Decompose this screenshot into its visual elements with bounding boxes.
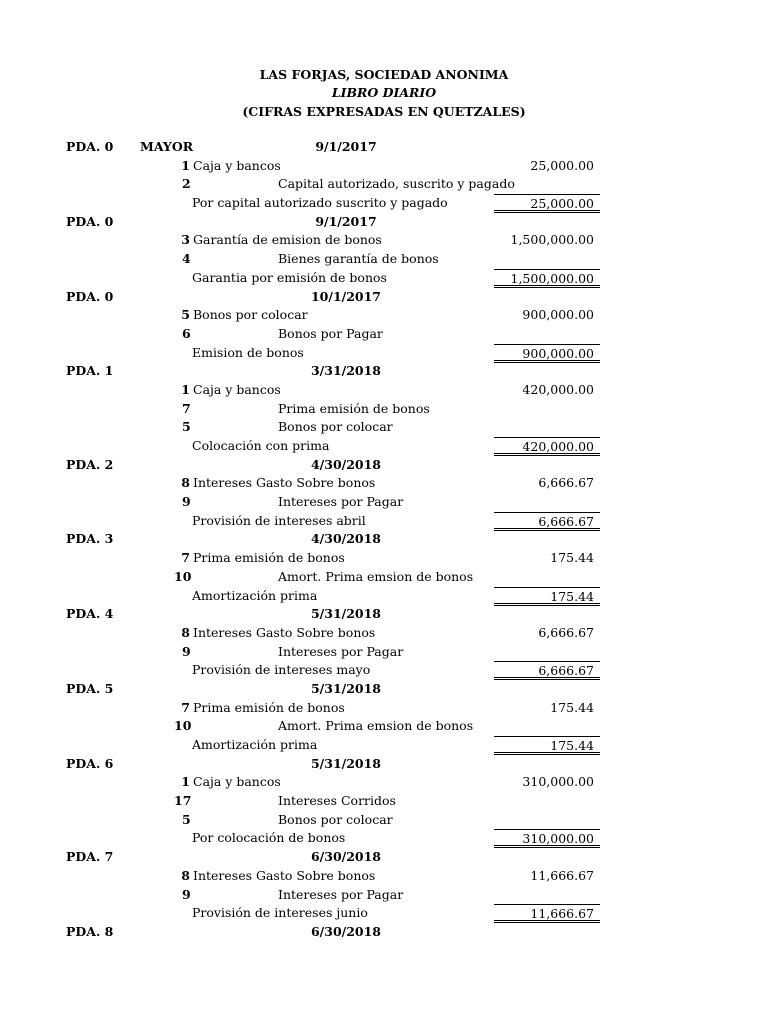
debit-amount: 900,000.00 xyxy=(522,307,594,323)
book-title: LIBRO DIARIO xyxy=(331,85,437,100)
entry-number: PDA. 0 xyxy=(66,288,114,304)
account-number: 9 xyxy=(182,643,191,659)
entry-number: PDA. 3 xyxy=(66,531,114,547)
journal-entries xyxy=(0,138,768,942)
entry-header-row xyxy=(0,138,768,157)
entry-header-row xyxy=(0,456,768,475)
entry-total xyxy=(494,661,600,680)
entry-date: 5/31/2018 xyxy=(310,755,381,771)
entry-date: 9/1/2017 xyxy=(315,213,377,229)
account-name: Bonos por Pagar xyxy=(278,325,383,341)
account-number: 8 xyxy=(181,624,190,640)
entry-description: Garantia por emisión de bonos xyxy=(192,269,387,285)
debit-line xyxy=(0,157,768,176)
entry-total xyxy=(494,587,600,606)
entry-header-row xyxy=(0,213,768,232)
entry-summary-row xyxy=(0,269,768,288)
entry-number: PDA. 8 xyxy=(66,923,114,939)
account-number: 9 xyxy=(182,494,191,510)
debit-line xyxy=(0,699,768,718)
entry-total xyxy=(494,194,600,213)
account-number: 8 xyxy=(181,867,190,883)
entry-description: Emision de bonos xyxy=(192,344,304,360)
entry-summary-row xyxy=(0,344,768,363)
debit-line xyxy=(0,867,768,886)
account-name: Intereses Corridos xyxy=(278,793,396,809)
account-name: Amort. Prima emsion de bonos xyxy=(278,718,474,734)
account-number: 3 xyxy=(181,232,190,248)
account-name: Bonos por colocar xyxy=(278,419,393,435)
entry-date: 3/31/2018 xyxy=(310,363,381,379)
entry-header-row xyxy=(0,530,768,549)
entry-number: PDA. 0 xyxy=(66,139,114,154)
account-number: 1 xyxy=(181,774,190,790)
account-number: 4 xyxy=(182,251,191,267)
entry-description: Amortización prima xyxy=(192,737,318,752)
account-number: 17 xyxy=(174,793,192,809)
entry-header-row xyxy=(0,755,768,774)
entry-date: 5/31/2018 xyxy=(310,680,381,696)
entry-total xyxy=(494,344,600,363)
account-name: Prima emisión de bonos xyxy=(278,400,430,416)
entry-number: PDA. 7 xyxy=(66,849,114,865)
account-number: 2 xyxy=(182,176,191,192)
account-number: 6 xyxy=(182,325,191,341)
ledger-label: MAYOR xyxy=(140,139,194,154)
account-number: 1 xyxy=(181,381,190,397)
entry-total xyxy=(494,829,600,848)
entry-header-row xyxy=(0,605,768,624)
credit-line xyxy=(0,325,768,344)
entry-summary-row xyxy=(0,587,768,606)
entry-number: PDA. 2 xyxy=(66,456,114,472)
entry-total-value: 310,000.00 xyxy=(522,831,594,847)
account-name: Bonos por colocar xyxy=(278,811,393,827)
debit-line xyxy=(0,624,768,643)
account-number: 5 xyxy=(182,811,191,827)
entry-total xyxy=(494,512,600,531)
entry-total-value: 175.44 xyxy=(550,738,594,753)
account-name: Intereses por Pagar xyxy=(278,643,404,659)
entry-total-value: 175.44 xyxy=(550,588,594,604)
credit-line xyxy=(0,250,768,269)
account-name: Prima emisión de bonos xyxy=(193,699,345,715)
entry-summary-row xyxy=(0,512,768,531)
entry-total xyxy=(494,904,600,923)
account-number: 7 xyxy=(181,699,190,715)
entry-header-row xyxy=(0,848,768,867)
debit-amount: 6,666.67 xyxy=(538,475,594,491)
entry-summary-row xyxy=(0,829,768,848)
account-number: 8 xyxy=(181,475,190,491)
entry-total-value: 900,000.00 xyxy=(522,345,594,361)
credit-line xyxy=(0,418,768,437)
account-number: 7 xyxy=(182,400,191,416)
entry-total-value: 25,000.00 xyxy=(530,196,594,212)
entry-description: Provisión de intereses junio xyxy=(192,905,368,921)
entry-summary-row xyxy=(0,661,768,680)
entry-total-value: 11,666.67 xyxy=(530,906,594,922)
entry-date: 5/31/2018 xyxy=(310,606,381,622)
entry-number: PDA. 5 xyxy=(66,680,114,696)
debit-line xyxy=(0,231,768,250)
entry-date: 10/1/2017 xyxy=(310,288,381,304)
entry-description: Provisión de intereses abril xyxy=(192,512,366,528)
entry-description: Amortización prima xyxy=(192,587,318,603)
account-number: 5 xyxy=(181,307,190,323)
entry-description: Colocación con prima xyxy=(192,438,330,453)
entry-total xyxy=(494,269,600,288)
credit-line xyxy=(0,493,768,512)
credit-line xyxy=(0,792,768,811)
entry-date: 6/30/2018 xyxy=(310,849,381,865)
account-name: Intereses por Pagar xyxy=(278,494,404,510)
credit-line xyxy=(0,886,768,905)
entry-total-value: 1,500,000.00 xyxy=(510,270,594,286)
entry-header-row xyxy=(0,288,768,307)
debit-amount: 25,000.00 xyxy=(530,157,594,173)
account-number: 5 xyxy=(182,419,191,435)
debit-line xyxy=(0,474,768,493)
debit-line xyxy=(0,549,768,568)
debit-amount: 175.44 xyxy=(550,699,594,715)
entry-number: PDA. 0 xyxy=(66,213,114,229)
account-number: 1 xyxy=(181,157,190,173)
entry-header-row xyxy=(0,923,768,942)
account-name: Caja y bancos xyxy=(193,381,281,397)
entry-total-value: 6,666.67 xyxy=(538,513,594,529)
credit-line xyxy=(0,568,768,587)
account-number: 10 xyxy=(174,718,192,734)
entry-date: 4/30/2018 xyxy=(310,531,381,547)
debit-line xyxy=(0,381,768,400)
credit-line xyxy=(0,717,768,736)
account-name: Amort. Prima emsion de bonos xyxy=(278,568,474,584)
entry-total xyxy=(494,736,600,755)
entry-date: 9/1/2017 xyxy=(315,139,377,154)
account-name: Prima emisión de bonos xyxy=(193,550,345,566)
debit-amount: 310,000.00 xyxy=(522,774,594,790)
entry-summary-row xyxy=(0,736,768,755)
account-name: Intereses Gasto Sobre bonos xyxy=(193,475,376,491)
entry-number: PDA. 1 xyxy=(66,363,114,379)
entry-number: PDA. 6 xyxy=(66,755,114,771)
entry-number: PDA. 4 xyxy=(66,606,114,622)
entry-header-row xyxy=(0,362,768,381)
credit-line xyxy=(0,175,768,194)
entry-summary-row xyxy=(0,437,768,456)
account-name: Caja y bancos xyxy=(193,157,281,173)
entry-summary-row xyxy=(0,904,768,923)
debit-line xyxy=(0,773,768,792)
entry-total-value: 420,000.00 xyxy=(522,439,594,454)
debit-amount: 11,666.67 xyxy=(530,867,594,883)
debit-amount: 420,000.00 xyxy=(522,381,594,397)
credit-line xyxy=(0,811,768,830)
debit-amount: 1,500,000.00 xyxy=(510,232,594,248)
entry-header-row xyxy=(0,680,768,699)
debit-amount: 175.44 xyxy=(550,550,594,566)
account-name: Garantía de emision de bonos xyxy=(193,232,382,248)
account-number: 9 xyxy=(182,886,191,902)
entry-date: 4/30/2018 xyxy=(310,456,381,472)
entry-total xyxy=(494,437,600,456)
account-name: Intereses por Pagar xyxy=(278,886,404,902)
entry-date: 6/30/2018 xyxy=(310,923,381,939)
account-name: Intereses Gasto Sobre bonos xyxy=(193,867,376,883)
entry-description: Por capital autorizado suscrito y pagado xyxy=(192,195,448,211)
account-name: Bonos por colocar xyxy=(193,307,308,323)
account-name: Intereses Gasto Sobre bonos xyxy=(193,624,376,640)
entry-total-value: 6,666.67 xyxy=(538,663,594,679)
debit-line xyxy=(0,306,768,325)
company-title: LAS FORJAS, SOCIEDAD ANONIMA xyxy=(259,67,509,82)
account-name: Caja y bancos xyxy=(193,774,281,790)
account-number: 10 xyxy=(174,568,192,584)
entry-description: Por colocación de bonos xyxy=(192,830,346,846)
credit-line xyxy=(0,643,768,662)
account-name: Bienes garantía de bonos xyxy=(278,251,439,267)
entry-summary-row xyxy=(0,194,768,213)
currency-note: (CIFRAS EXPRESADAS EN QUETZALES) xyxy=(242,104,526,119)
account-name: Capital autorizado, suscrito y pagado xyxy=(278,176,515,192)
entry-description: Provisión de intereses mayo xyxy=(192,662,371,678)
account-number: 7 xyxy=(181,550,190,566)
debit-amount: 6,666.67 xyxy=(538,624,594,640)
credit-line xyxy=(0,400,768,419)
